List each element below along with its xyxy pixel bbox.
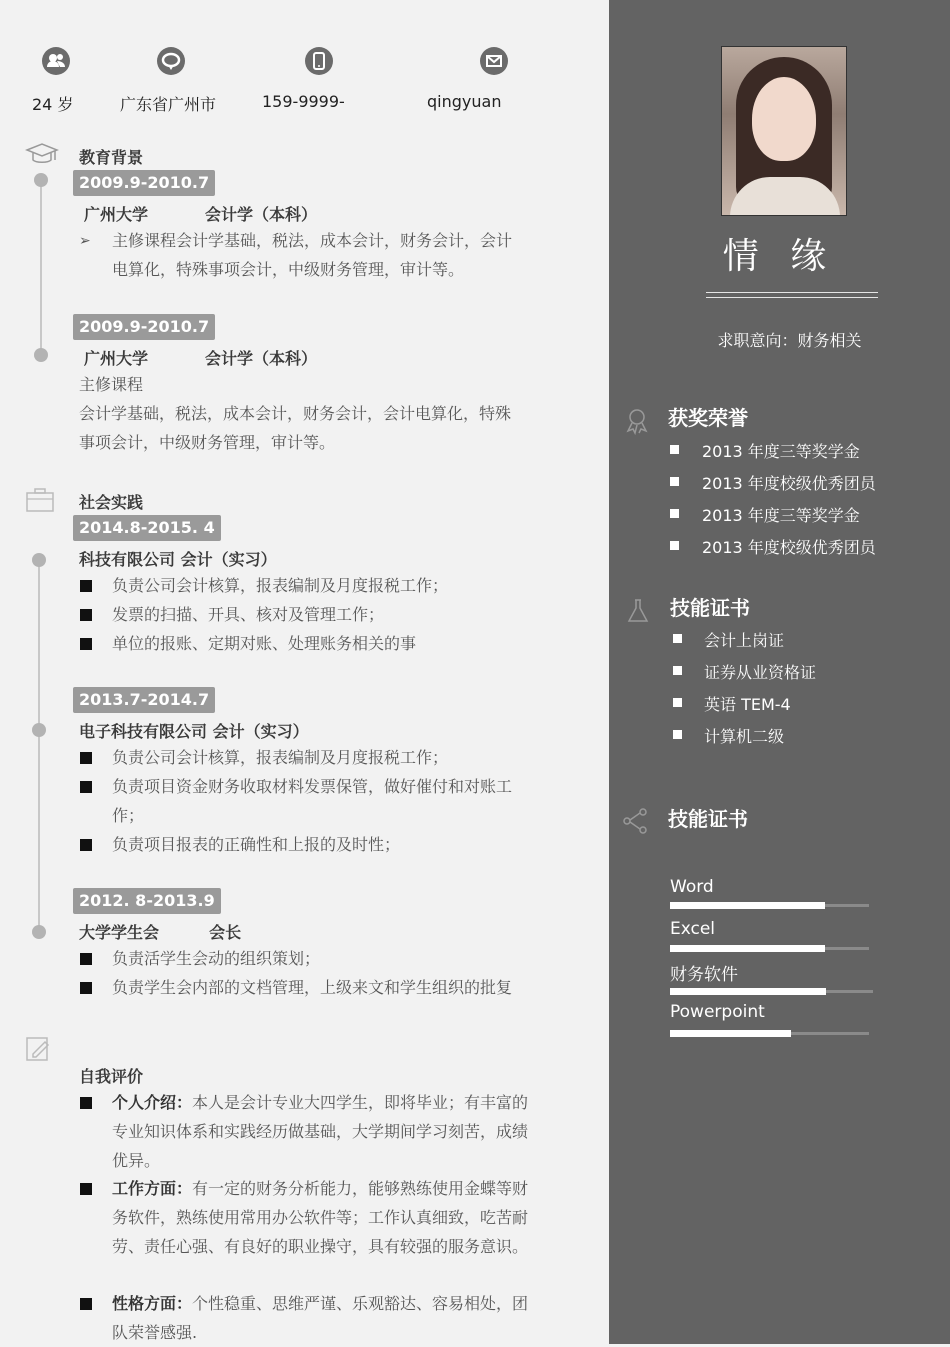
timeline-dot [32,553,46,567]
square-bullet-icon [80,839,92,851]
divider-line [706,292,878,293]
company-name: 大学学生会 会长 [79,923,242,942]
square-bullet-icon [80,638,92,650]
award-item: 2013 年度校级优秀团员 [702,474,876,493]
mail-icon [480,47,508,75]
award-item: 2013 年度校级优秀团员 [702,538,876,557]
candidate-name: 情 缘 [722,236,837,277]
timeline-line [38,565,40,935]
skill-label: Powerpoint [670,1002,765,1022]
award-item: 2013 年度三等奖学金 [702,442,860,461]
certs-title: 技能证书 [670,596,750,620]
duty-item: 负责公司会计核算，报表编制及月度报税工作； [112,576,449,595]
duty-item: 负责项目报表的正确性和上报的及时性； [112,835,401,854]
square-bullet-icon [80,1097,92,1109]
date-badge: 2012. 8-2013.9 [73,888,221,914]
square-bullet-icon [80,1298,92,1310]
course-line: 事项会计，中级财务管理，审计等。 [79,433,336,452]
award-medal-icon [622,405,652,435]
phone-icon [305,47,333,75]
skills-title: 技能证书 [668,807,748,831]
course-line: 主修课程会计学基础，税法，成本会计，财务会计，会计 [112,231,513,250]
education-title: 教育背景 [79,148,144,167]
square-bullet-icon [80,580,92,592]
duty-item: 发票的扫描、开具、核对及管理工作； [112,605,385,624]
skill-bar-fill [670,988,826,995]
timeline-dot [32,925,46,939]
square-bullet-icon [673,666,682,675]
cert-item: 会计上岗证 [704,631,785,650]
date-badge: 2009.9-2010.7 [73,170,215,196]
company-name: 科技有限公司 会计（实习） [79,550,277,569]
self-eval-title: 自我评价 [79,1067,144,1086]
square-bullet-icon [80,953,92,965]
school-name: 广州大学 [84,205,149,224]
skill-bar-fill [670,902,825,909]
profile-photo [721,46,847,216]
course-line: 电算化，特殊事项会计，中级财务管理，审计等。 [112,260,465,279]
square-bullet-icon [80,609,92,621]
graduation-cap-icon [25,140,59,170]
duty-item: 单位的报账、定期对账、处理账务相关的事 [112,634,417,653]
skill-bar-fill [670,1030,791,1037]
timeline-dot [32,723,46,737]
share-icon [621,806,651,836]
square-bullet-icon [670,477,679,486]
skill-label: Word [670,877,714,897]
square-bullet-icon [670,541,679,550]
school-name: 广州大学 [84,349,149,368]
company-name: 电子科技有限公司 会计（实习） [79,722,309,741]
major-name: 会计学（本科） [205,349,318,368]
square-bullet-icon [80,781,92,793]
practice-title: 社会实践 [79,493,144,512]
skill-bar [670,990,873,993]
skill-bar [670,904,869,907]
self-eval-item: 个人介绍：本人是会计专业大四学生，即将毕业；有丰富的专业知识体系和实践经历做基础，大学期间学习刻苦，成绩优异。 [112,1093,529,1170]
timeline-line [40,180,42,356]
duty-item: 负责项目资金财务收取材料发票保管，做好催付和对账工作； [112,777,513,825]
age-text: 24 岁 [32,95,74,114]
duty-item: 负责活学生会动的组织策划； [112,949,321,968]
briefcase-icon [23,485,57,515]
job-intent: 求职意向：财务相关 [717,331,862,350]
arrow-bullet-icon: ➢ [79,233,91,249]
phone-text: 159-9999- [262,92,345,111]
course-line: 主修课程 [79,375,144,394]
square-bullet-icon [673,698,682,707]
person-icon [42,47,70,75]
cert-item: 英语 TEM-4 [704,695,791,714]
major-name: 会计学（本科） [205,205,318,224]
skill-bar [670,1032,869,1035]
square-bullet-icon [670,445,679,454]
square-bullet-icon [673,730,682,739]
date-badge: 2009.9-2010.7 [73,314,215,340]
square-bullet-icon [673,634,682,643]
self-eval-item: 性格方面：个性稳重、思维严谨、乐观豁达、容易相处，团队荣誉感强. [112,1294,529,1342]
location-icon [157,47,185,75]
date-badge: 2013.7-2014.7 [73,687,215,713]
square-bullet-icon [80,982,92,994]
skill-label: Excel [670,919,716,939]
duty-item: 负责学生会内部的文档管理，上级来文和学生组织的批复 [112,978,513,997]
email-text: qingyuan [427,92,502,111]
course-line: 会计学基础，税法，成本会计，财务会计，会计电算化，特殊 [79,404,512,423]
awards-title: 获奖荣誉 [668,406,748,430]
self-eval-item: 工作方面：有一定的财务分析能力，能够熟练使用金蝶等财务软件，熟练使用常用办公软件等；工作认真细致，吃苦耐劳、责任心强、有良好的职业操守，具有较强的服务意识。 [112,1179,529,1256]
cert-item: 证券从业资格证 [704,663,817,682]
cert-item: 计算机二级 [704,727,785,746]
timeline-dot [34,173,48,187]
location-text: 广东省广州市 [120,95,217,114]
square-bullet-icon [80,752,92,764]
skill-bar-fill [670,945,825,952]
award-item: 2013 年度三等奖学金 [702,506,860,525]
duty-item: 负责公司会计核算，报表编制及月度报税工作； [112,748,449,767]
date-badge: 2014.8-2015. 4 [73,515,221,541]
square-bullet-icon [670,509,679,518]
divider-line [706,297,878,298]
skill-bar [670,947,869,950]
skill-label: 财务软件 [670,965,738,985]
edit-note-icon [23,1034,57,1064]
flask-icon [623,596,653,626]
timeline-dot [34,348,48,362]
square-bullet-icon [80,1183,92,1195]
